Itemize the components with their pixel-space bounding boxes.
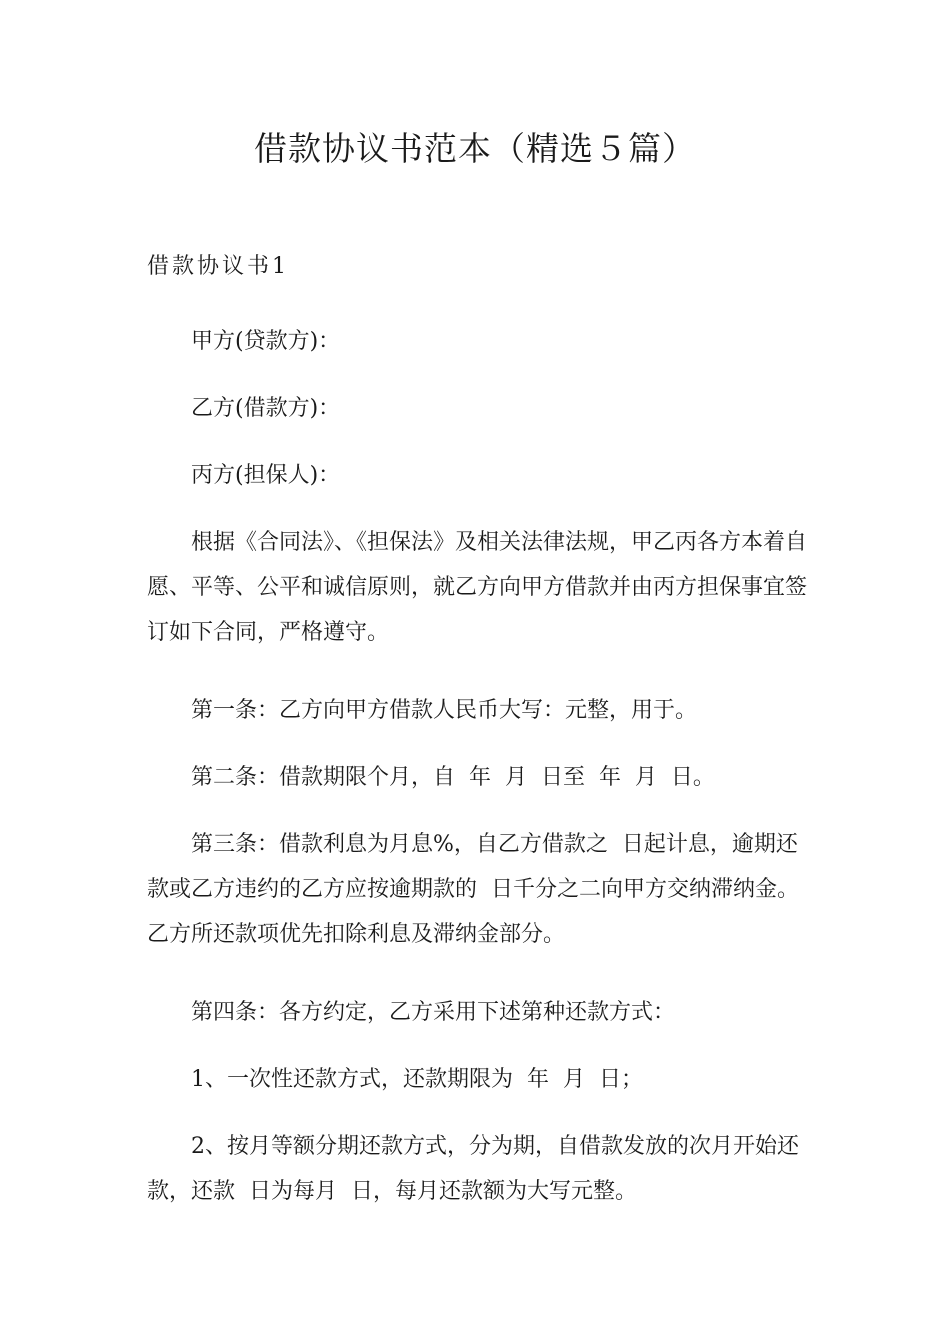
article-2: 第二条：借款期限个月，自 年 月 日至 年 月 日。 xyxy=(191,765,715,790)
article-3: 第三条：借款利息为月息%，自乙方借款之 日起计息，逾期还款或乙方违约的乙方应按逾期款的 日千分之二向甲方交纳滞纳金。乙方所还款项优先扣除利息及滞纳金部分。 xyxy=(147,832,799,947)
party-a-line: 甲方(贷款方)： xyxy=(191,329,341,354)
preamble-paragraph: 根据《合同法》、《担保法》及相关法律法规，甲乙丙各方本着自愿、平等、公平和诚信原则，就乙方向甲方借款并由丙方担保事宜签订如下合同，严格遵守。 xyxy=(147,530,808,645)
repayment-option-2: 2、按月等额分期还款方式，分为期，自借款发放的次月开始还款，还款 日为每月 日，每月还款额为大写元整。 xyxy=(147,1134,799,1204)
section-heading: 借款协议书1 xyxy=(147,254,289,279)
party-c-line: 丙方(担保人)： xyxy=(191,463,341,488)
party-b-line: 乙方(借款方)： xyxy=(191,396,341,421)
article-1: 第一条：乙方向甲方借款人民币大写：元整，用于。 xyxy=(191,698,698,723)
document-title: 借款协议书范本（精选５篇） xyxy=(254,129,696,168)
repayment-option-1: 1、一次性还款方式，还款期限为 年 月 日； xyxy=(191,1067,643,1092)
article-4: 第四条：各方约定，乙方采用下述第种还款方式： xyxy=(191,1000,676,1025)
